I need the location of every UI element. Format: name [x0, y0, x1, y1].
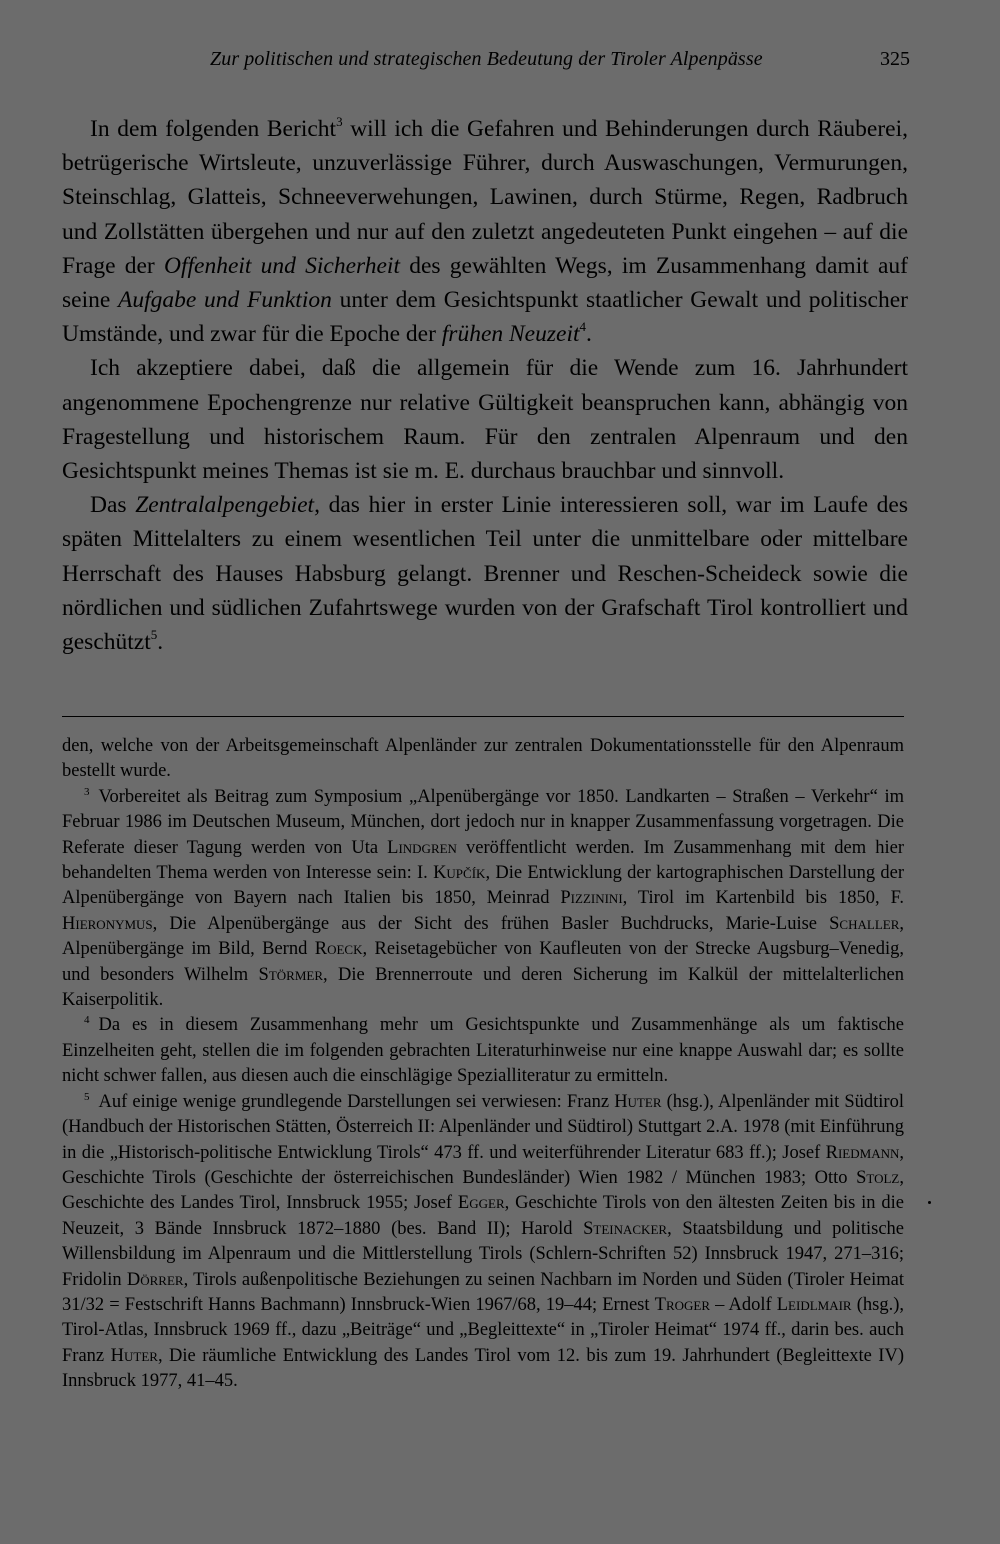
text-run: – Adolf	[710, 1294, 777, 1315]
text-run: des gewählten Wegs, im Zusammenhang damit auf seine	[62, 252, 909, 314]
author-name: Steinacker	[583, 1218, 668, 1239]
text-run: (hsg.), Alpenländer mit Südtirol (Handbuch der Historischen Stätten, Österreich II: Alpenländer und Südtirol) Stuttgart 2.A. 1978 (mit Einführung in die „Historisch-politische Entwicklung Tirols“ 473 ff. und weiterführender Literatur 683 ff.); Josef	[62, 1091, 904, 1163]
author-name: Hieronymus	[62, 913, 153, 934]
text-run: , Die Alpenübergänge aus der Sicht des frühen Basler Buchdrucks, Marie-Luise	[152, 913, 830, 934]
page-number: 325	[880, 48, 910, 70]
author-name: Huter	[110, 1345, 158, 1366]
text-run: , Geschichte Tirols (Geschichte der österreichischen Bundesländer) Wien 1982 / München 1983; Otto	[62, 1142, 904, 1188]
text-run: , Geschichte Tirols von den ältesten Zeiten bis in die Neuzeit, 3 Bände Innsbruck 1872–1880 (bes. Band II); Harold	[62, 1193, 904, 1239]
footnote-ref-4: 4	[579, 319, 586, 335]
text-run: , Die räumliche Entwicklung des Landes Tirol vom 12. bis zum 19. Jahrhundert (Begleittexte IV) Innsbruck 1977, 41–45.	[62, 1345, 904, 1392]
scan-speck	[928, 1201, 931, 1204]
text-run: Da es in diesem Zusammenhang mehr um Gesichtspunkte und Zusammenhänge als um faktische Einzelheiten geht, stellen die im folgenden gebrachten Literaturhinweise nur eine knappe Auswahl dar; es sollte nicht schwer fallen, aus diesen auch die einschlägige Spezialliteratur zu ermitteln.	[62, 1015, 904, 1087]
paragraph-2: Ich akzeptiere dabei, daß die allgemein für die Wende zum 16. Jahrhundert angenommene Epochengrenze nur relative Gültigkeit beanspruchen kann, abhängig von Fragestellung und historischem Raum. Für den zentralen Alpenraum und den Gesichtspunkt meines Themas ist sie m. E. durchaus brauchbar und sinnvoll.	[62, 355, 908, 485]
text-run: , Geschichte des Landes Tirol, Innsbruck 1955; Josef	[62, 1167, 904, 1214]
footnote-4	[62, 1013, 904, 1089]
text-run: , Staatsbildung und politische Willensbildung im Alpenraum und die Mittlerstellung Tirols (Schlern-Schriften 52) Innsbruck 1947, 271–316; Fridolin	[62, 1218, 904, 1290]
footnote-3	[62, 785, 904, 1014]
page-header	[62, 48, 908, 78]
emphasis: Zentralalpengebiet,	[135, 492, 320, 519]
text-run: (hsg.), Tirol-Atlas, Innsbruck 1969 ff., dazu „Beiträge“ und „Begleittexte“ in „Tiroler Heimat“ 1974 ff., darin bes. auch Franz	[62, 1294, 904, 1366]
footnote-divider	[62, 716, 904, 717]
text-run: , Die Entwicklung der kartographischen Darstellung der Alpenübergänge von Bayern nach Italien bis 1850, Meinrad	[62, 863, 904, 909]
author-name: Leidlmair	[776, 1294, 852, 1315]
emphasis: Aufgabe und Funktion	[118, 287, 332, 314]
footnote-mark: 4	[84, 1014, 90, 1027]
text-run: .	[586, 321, 592, 348]
footnote-5	[62, 1090, 904, 1395]
text-run: veröffentlicht werden. Im Zusammenhang mit dem hier behandelten Thema werden von Interesse sein: I.	[62, 837, 904, 884]
text-run: das hier in erster Linie interessieren soll, war im Laufe des späten Mittelalters zu einem wesentlichen Teil unter die unmittelbare oder mittelbare Herrschaft des Hauses Habsburg gelangt. Brenner und Reschen-Scheideck sowie die nördlichen und südlichen Zufahrtswege wurden von der Grafschaft Tirol kontrolliert und geschützt	[62, 492, 909, 656]
author-name: Störmer	[258, 964, 324, 985]
text-run: Vorbereitet als Beitrag zum Symposium „Alpenübergänge vor 1850. Landkarten – Straßen – Verkehr“ im Februar 1986 im Deutschen Museum, München, dort jedoch nur in knapper Zusammenfassung vorgetragen. Die Referate dieser Tagung werden von Uta	[62, 786, 904, 858]
footnotes	[62, 734, 904, 1395]
text-run: , Die Brennerroute und deren Sicherung im Kalkül der mittelalterlichen Kaiserpolitik.	[62, 964, 904, 1011]
paragraph-1	[62, 112, 908, 351]
text-run: In dem folgenden Bericht	[90, 116, 337, 142]
text-run: , Tirol im Kartenbild bis 1850, F.	[622, 888, 905, 909]
text-run: , Tirols außenpolitische Beziehungen zu seinen Nachbarn im Norden und Süden (Tiroler Heimat 31/32 = Festschrift Hanns Bachmann) Innsbruck-Wien 1967/68, 19–44; Ernest	[62, 1269, 904, 1315]
author-name: Dörrer	[126, 1269, 184, 1290]
author-name: Huter	[614, 1091, 662, 1112]
emphasis: Offenheit und Sicherheit	[163, 252, 400, 279]
author-name: Pizzinini	[560, 888, 623, 909]
text-run: Auf einige wenige grundlegende Darstellungen sei verwiesen: Franz	[98, 1091, 615, 1112]
footnote-mark: 5	[84, 1090, 90, 1103]
author-name: Roeck	[314, 939, 363, 960]
running-head: Zur politischen und strategischen Bedeutung der Tiroler Alpenpässe	[210, 48, 763, 70]
paragraph-3	[62, 488, 908, 659]
text-run: .	[157, 629, 164, 656]
text-run: , Reisetagebücher von Kaufleuten von der Strecke Augsburg–Venedig, und besonders Wilhelm	[62, 939, 905, 985]
main-text	[62, 112, 908, 659]
text-run: , Alpenübergänge im Bild, Bernd	[62, 913, 904, 960]
author-name: Lindgren	[387, 837, 457, 858]
footnote-ref-5: 5	[150, 627, 158, 643]
text-run: Das	[90, 492, 136, 519]
footnote-continuation: den, welche von der Arbeitsgemeinschaft Alpenländer zur zentralen Dokumentationsstelle für den Alpenraum bestellt wurde.	[62, 736, 904, 782]
text-run: will ich die Gefahren und Behinderungen durch Räuberei, betrügerische Wirtsleute, unzuverlässige Führer, durch Auswaschungen, Vermurungen, Steinschlag, Glatteis, Schneeverwehungen, Lawinen, durch Stürme, Regen, Radbruch und Zollstätten übergehen und nur auf den zuletzt angedeuteten Punkt eingehen – auf die Frage der	[62, 116, 908, 279]
author-name: Kupčík	[433, 863, 486, 884]
author-name: Schaller	[829, 913, 900, 934]
footnote-ref-3: 3	[336, 114, 343, 129]
emphasis: frühen Neuzeit	[441, 321, 580, 348]
text-run: unter dem Gesichtspunkt staatlicher Gewalt und politischer Umstände, und zwar für die Epoche der	[62, 287, 908, 348]
author-name: Troger	[654, 1294, 711, 1315]
footnote-mark: 3	[84, 785, 90, 798]
author-name: Stolz	[856, 1167, 900, 1188]
author-name: Riedmann	[825, 1142, 900, 1163]
author-name: Egger	[457, 1193, 505, 1214]
